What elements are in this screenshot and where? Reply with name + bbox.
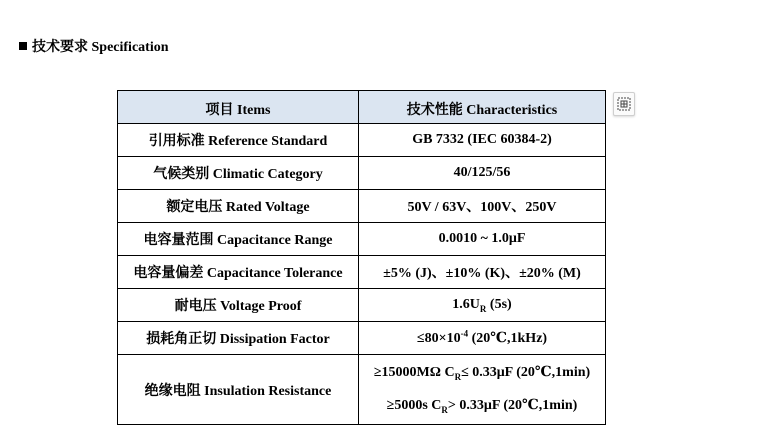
table-row bbox=[118, 124, 606, 157]
table-row bbox=[118, 289, 606, 322]
value-text: ≤80×10 bbox=[416, 330, 461, 346]
value-suffix: (20℃,1kHz) bbox=[468, 330, 548, 346]
table-row bbox=[118, 223, 606, 256]
square-bullet-icon bbox=[19, 42, 27, 50]
table-select-button[interactable] bbox=[613, 92, 635, 116]
table-row bbox=[118, 190, 606, 223]
table-header-row bbox=[118, 91, 606, 124]
table-row bbox=[118, 256, 606, 289]
table-row bbox=[118, 355, 606, 425]
value-cell: 40/125/56 bbox=[359, 157, 606, 190]
item-cell: 损耗角正切 Dissipation Factor bbox=[118, 322, 359, 355]
value-cell: ±5% (J)、±10% (K)、±20% (M) bbox=[359, 256, 606, 289]
value-cell: GB 7332 (IEC 60384-2) bbox=[359, 124, 606, 157]
value-cell bbox=[359, 289, 606, 322]
value-suffix: (5s) bbox=[486, 297, 512, 312]
specification-table bbox=[117, 90, 606, 425]
value-superscript: -4 bbox=[460, 327, 469, 338]
item-cell: 额定电压 Rated Voltage bbox=[118, 190, 359, 223]
value-cell: 50V / 63V、100V、250V bbox=[359, 190, 606, 223]
table-row bbox=[118, 157, 606, 190]
table-row bbox=[118, 322, 606, 355]
value-line: ≥15000MΩ $C_R\le 0.33\mu F$ (20℃,1min) bbox=[373, 365, 591, 382]
header-items: 项目 Items bbox=[118, 91, 359, 124]
section-heading bbox=[19, 36, 169, 56]
item-cell: 耐电压 Voltage Proof bbox=[118, 289, 359, 322]
item-cell: 电容量范围 Capacitance Range bbox=[118, 223, 359, 256]
value-cell bbox=[359, 355, 606, 425]
value-cell: 0.0010 ~ 1.0μF bbox=[359, 223, 606, 256]
section-title: 技术要求 Specification bbox=[32, 40, 169, 55]
item-cell: 气候类别 Climatic Category bbox=[118, 157, 359, 190]
value-subscript: R bbox=[479, 303, 487, 314]
item-cell: 电容量偏差 Capacitance Tolerance bbox=[118, 256, 359, 289]
value-cell bbox=[359, 322, 606, 355]
item-cell: 绝缘电阻 Insulation Resistance bbox=[118, 355, 359, 425]
value-text: 1.6U bbox=[452, 297, 480, 312]
header-characteristics: 技术性能 Characteristics bbox=[359, 91, 606, 124]
table-select-icon bbox=[617, 97, 631, 111]
item-cell: 引用标准 Reference Standard bbox=[118, 124, 359, 157]
value-line: ≥5000s $C_R> 0.33\mu F$ (20℃,1min) bbox=[386, 398, 578, 415]
